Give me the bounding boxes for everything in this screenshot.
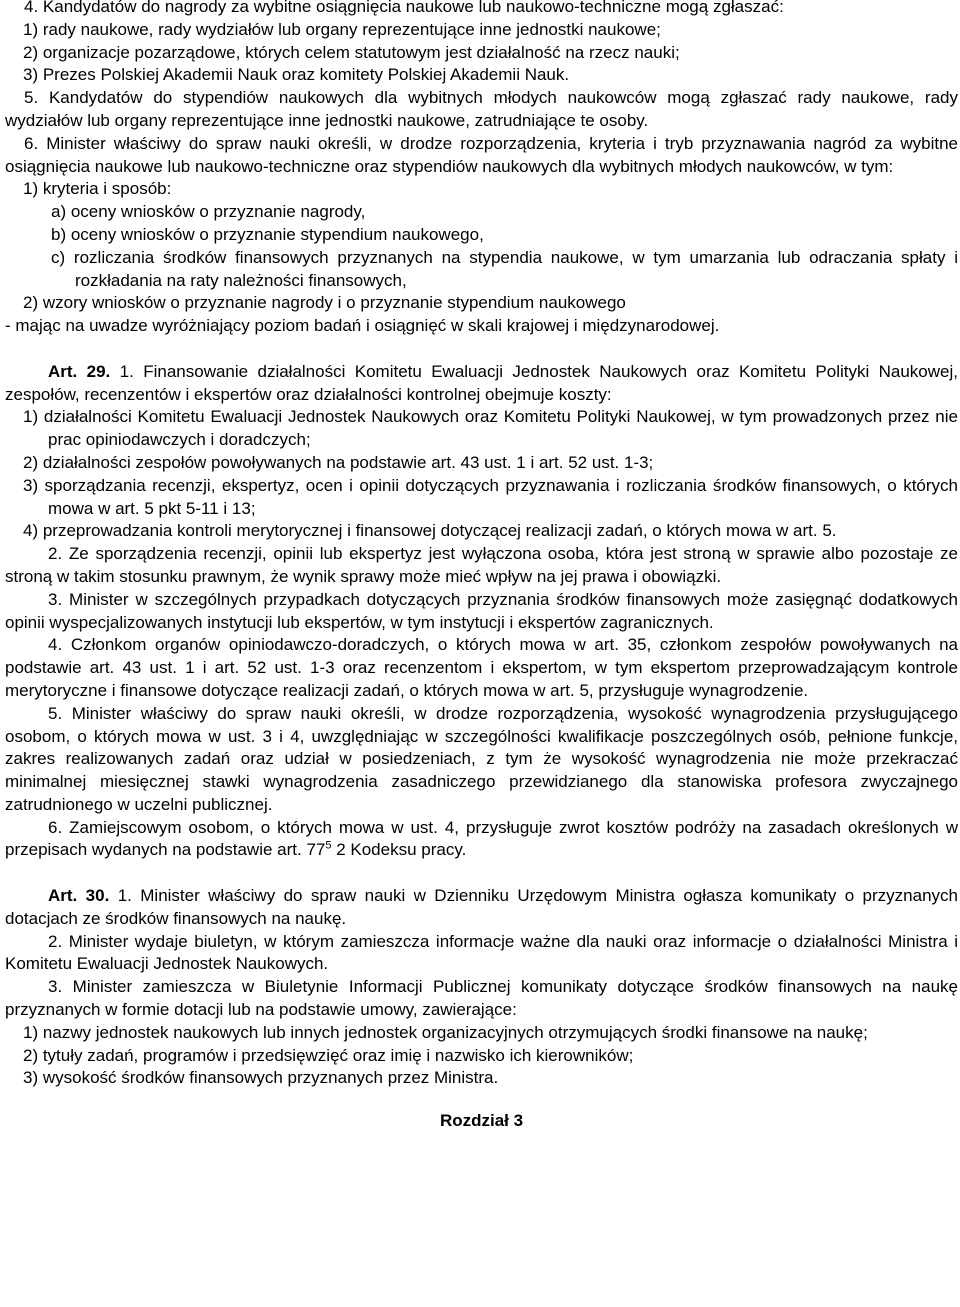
list-item: 3) wysokość środków finansowych przyznanych przez Ministra.	[23, 1068, 499, 1088]
sub-list-item: a) oceny wniosków o przyznanie nagrody,	[51, 202, 366, 222]
list-item: 1) działalności Komitetu Ewaluacji Jednostek Naukowych oraz Komitetu Polityki Naukowej, w tym prowadzonych przez nie prac opiniodawczych i doradczych;	[23, 407, 958, 450]
art-29-text-6a: 6. Zamiejscowym osobom, o których mowa w ust. 4, przysługuje zwrot kosztów podróży na zasadach określonych w przepisach wydanych na podstawie art. 77	[5, 817, 958, 860]
sub-list-item: c) rozliczania środków finansowych przyznanych na stypendia naukowe, w tym umarzania lub odraczania spłaty i rozkładania na raty należności finansowych,	[51, 247, 958, 290]
list-item: 1) kryteria i sposób:	[23, 179, 172, 199]
superscript: 5	[325, 839, 332, 852]
list-item: 2) tytuły zadań, programów i przedsięwzięć oraz imię i nazwisko ich kierowników;	[23, 1045, 634, 1065]
art-29-paragraph-3: 3. Minister w szczególnych przypadkach dotyczących przyznania środków finansowych może zasięgnąć dodatkowych opinii wyspecjalizowanych instytucji lub ekspertów, w tym instytucji i ekspertów zagranicznych.	[5, 589, 958, 632]
article-label: Art. 30.	[48, 886, 110, 906]
list-item: 1) nazwy jednostek naukowych lub innych jednostek organizacyjnych otrzymujących środki finansowe na naukę;	[23, 1022, 868, 1042]
art-30-text-1: 1. Minister właściwy do spraw nauki w Dzienniku Urzędowym Ministra ogłasza komunikaty o przyznanych dotacjach ze środków finansowych na naukę.	[5, 886, 958, 928]
list-item: 1) rady naukowe, rady wydziałów lub organy reprezentujące inne jednostki naukowe;	[23, 19, 661, 39]
art-30-paragraph-1	[5, 885, 958, 931]
art-29-paragraph-4: 4. Członkom organów opiniodawczo-doradczych, o których mowa w art. 35, członkom zespołów powoływanych na podstawie art. 43 ust. 1 i art. 52 ust. 1-3 oraz recenzentom i ekspertom, w tym ekspertom przeprowadzającym kontrole merytoryczne i finansowe dotyczące realizacji zadań, o których mowa w art. 5, przysługuje wynagrodzenie.	[5, 635, 958, 700]
list-item: 2) działalności zespołów powoływanych na podstawie art. 43 ust. 1 i art. 52 ust. 1-3;	[23, 452, 654, 472]
list-item: 2) organizacje pozarządowe, których celem statutowym jest działalność na rzecz nauki;	[23, 42, 680, 62]
paragraph-4: 4. Kandydatów do nagrody za wybitne osiągnięcia naukowe lub naukowo-techniczne mogą zgłaszać:	[24, 0, 784, 16]
art-29-paragraph-2: 2. Ze sporządzenia recenzji, opinii lub ekspertyz jest wyłączona osoba, która jest stroną w sprawie albo pozostaje ze stroną w takim stosunku prawnym, że wynik sprawy może mieć wpływ na jej prawa i obowiązki.	[5, 544, 958, 586]
paragraph-5: 5. Kandydatów do stypendiów naukowych dla wybitnych młodych naukowców mogą zgłaszać rady naukowe, rady wydziałów lub organy reprezentujące inne jednostki naukowe, zatrudniające te osoby.	[5, 88, 958, 130]
art-29-paragraph-1	[5, 361, 958, 407]
document-page	[5, 0, 958, 1133]
chapter-heading: Rozdział 3	[439, 1111, 524, 1131]
list-item: 3) sporządzania recenzji, ekspertyz, ocen i opinii dotyczących przyznawania i rozliczania środków finansowych, o których mowa w art. 5 pkt 5-11 i 13;	[23, 475, 958, 518]
list-item: 3) Prezes Polskiej Akademii Nauk oraz komitety Polskiej Akademii Nauk.	[23, 65, 570, 85]
art-30-paragraph-2: 2. Minister wydaje biuletyn, w którym zamieszcza informacje ważne dla nauki oraz informacje o działalności Ministra i Komitetu Ewaluacji Jednostek Naukowych.	[5, 931, 958, 974]
sub-list-item: b) oceny wniosków o przyznanie stypendium naukowego,	[51, 224, 484, 244]
paragraph-6: 6. Minister właściwy do spraw nauki określi, w drodze rozporządzenia, kryteria i tryb przyznawania nagród za wybitne osiągnięcia naukowe lub naukowo-techniczne oraz stypendiów naukowych dla wybitnych młodych naukowców, w tym:	[5, 133, 958, 176]
art-29-text-6b: 2 Kodeksu pracy.	[331, 840, 467, 860]
art-30-paragraph-3: 3. Minister zamieszcza w Biuletynie Informacji Publicznej komunikaty dotyczące środków finansowych na naukę przyznanych w formie dotacji lub na podstawie umowy, zawierające:	[5, 977, 958, 1020]
art-29-paragraph-6	[5, 817, 958, 863]
list-item: 4) przeprowadzania kontroli merytorycznej i finansowej dotyczącej realizacji zadań, o których mowa w art. 5.	[23, 521, 837, 541]
art-29-paragraph-5: 5. Minister właściwy do spraw nauki określi, w drodze rozporządzenia, wysokość wynagrodzenia przysługującego osobom, o których mowa w ust. 3 i 4, uwzględniając w szczególności kwalifikacje poszczególnych osób, pełnione funkcje, zakres realizowanych zadań oraz udział w posiedzeniach, z tym że wysokość wynagrodzenia nie może przekraczać minimalnej miesięcznej stawki wynagrodzenia zasadniczego przewidzianego dla stanowiska profesora zwyczajnego zatrudnionego w uczelni publicznej.	[5, 703, 958, 814]
article-label: Art. 29.	[48, 361, 111, 381]
paragraph-6-tail: - mając na uwadze wyróżniający poziom badań i osiągnięć w skali krajowej i międzynarodowej.	[5, 316, 720, 336]
list-item: 2) wzory wniosków o przyznanie nagrody i o przyznanie stypendium naukowego	[23, 293, 626, 313]
art-29-text-1: 1. Finansowanie działalności Komitetu Ewaluacji Jednostek Naukowych oraz Komitetu Polityki Naukowej, zespołów, recenzentów i ekspertów oraz działalności kontrolnej obejmuje koszty:	[5, 361, 958, 404]
